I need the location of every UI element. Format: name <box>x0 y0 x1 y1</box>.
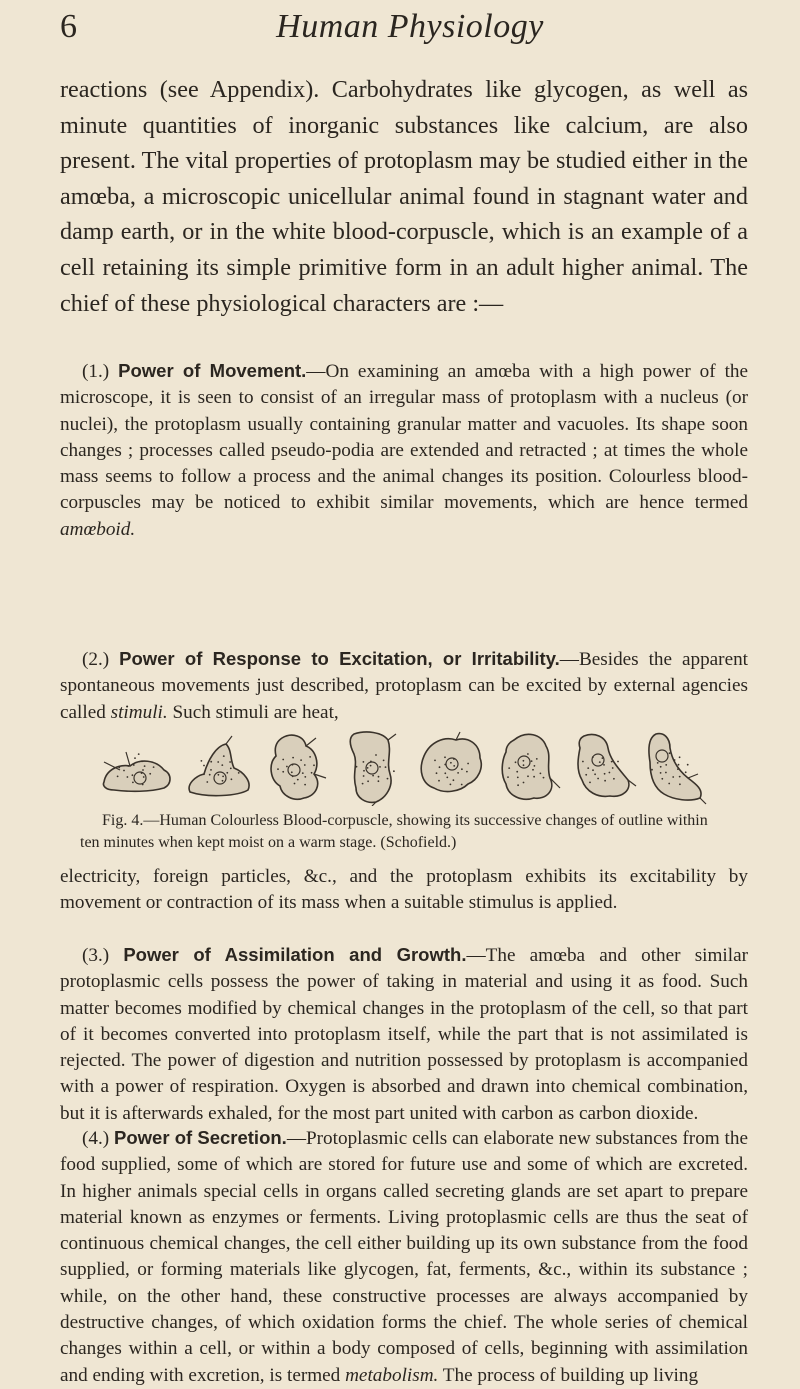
granule-dot <box>375 754 377 756</box>
page-number: 6 <box>60 8 77 45</box>
granule-dot <box>304 784 306 786</box>
granule-dot <box>203 765 205 767</box>
granule-dot <box>231 778 233 780</box>
granule-dot <box>669 752 671 754</box>
section-number: (2.) <box>82 649 110 670</box>
granule-dot <box>300 759 302 761</box>
section-number: (1.) <box>82 361 110 382</box>
granule-dot <box>311 772 313 774</box>
granule-dot <box>282 759 284 761</box>
section-body: —The amœba and other similar protoplasmic cells possess the power of taking in material and using it as food. Such matter becomes modified by chemical changes in the protoplasm of the cell, so that part of it becomes converted into protoplasm itself, while the part that is not assimilated is rejected. The power of digestion and nutrition possessed by protoplasm is accompanied with a power of respiration. Oxygen is absorbed and drawn into chemical combination, but it is afterwards exhaled, for the most part united with carbon as carbon dioxide. <box>60 945 748 1124</box>
section-movement <box>60 358 748 543</box>
granule-dot <box>230 768 232 770</box>
granule-dot <box>609 772 611 774</box>
granule-dot <box>292 764 294 766</box>
granule-dot <box>133 764 135 766</box>
granule-dot <box>118 767 120 769</box>
running-title: Human Physiology <box>276 8 544 45</box>
granule-dot <box>527 775 529 777</box>
granule-dot <box>687 764 689 766</box>
granule-dot <box>379 766 381 768</box>
granule-dot <box>149 773 151 775</box>
granule-dot <box>665 772 667 774</box>
section-assimilation <box>60 942 748 1127</box>
granule-dot <box>221 764 223 766</box>
granule-dot <box>540 773 542 775</box>
granule-dot <box>436 772 438 774</box>
granule-dot <box>304 776 306 778</box>
granule-dot <box>291 771 293 773</box>
granule-dot <box>613 778 615 780</box>
section-number: (4.) <box>82 1128 110 1149</box>
granule-dot <box>141 772 143 774</box>
granule-dot <box>592 769 594 771</box>
granule-dot <box>604 780 606 782</box>
granule-dot <box>277 768 279 770</box>
granule-dot <box>665 764 667 766</box>
corpuscle-stage <box>634 730 708 806</box>
granule-dot <box>363 770 365 772</box>
granule-dot <box>223 755 225 757</box>
granule-dot <box>302 772 304 774</box>
granule-dot <box>668 783 670 785</box>
granule-dot <box>515 761 517 763</box>
section-heading: Power of Secretion. <box>114 1127 287 1148</box>
granule-dot <box>617 761 619 763</box>
granule-dot <box>142 784 144 786</box>
granule-dot <box>672 776 674 778</box>
granule-dot <box>367 767 369 769</box>
granule-dot <box>660 772 662 774</box>
section-tail: The process of building up living <box>438 1364 699 1386</box>
italic-term: metabolism. <box>345 1364 439 1386</box>
section-number: (3.) <box>82 945 110 966</box>
granule-dot <box>383 760 385 762</box>
granule-dot <box>587 767 589 769</box>
granule-dot <box>356 766 358 768</box>
granule-dot <box>127 776 129 778</box>
granule-dot <box>523 760 525 762</box>
section-body: —On examining an amœba with a high power of the microscope, it is seen to consist of an irregular mass of protoplasm with a nucleus (or nuclei), the protoplasm usually containing granular matter and vacuoles. Its shape soon changes ; processes called pseudo-podia are extended and retracted ; at times the whole mass seems to follow a process and the animal changes its position. Colourless blood-corpuscles may be noticed to exhibit similar movements, which are hence termed <box>60 361 749 514</box>
lead-paragraph: reactions (see Appendix). Carbohydrates like glycogen, as well as minute quantities of inorganic substances like calcium, are also present. The vital properties of protoplasm may be studied either in the amœba, a microscopic unicellular animal found in stagnant water and damp earth, or in the white blood-corpuscle, which is an example of a cell retaining its simple primitive form in an adult higher animal. The chief of these physiological characters are :— <box>60 76 748 317</box>
granule-dot <box>660 766 662 768</box>
granule-dot <box>294 783 296 785</box>
granule-dot <box>123 770 125 772</box>
granule-dot <box>534 765 536 767</box>
granule-dot <box>222 776 224 778</box>
granule-dot <box>203 773 205 775</box>
granule-dot <box>589 782 591 784</box>
figure-caption-text: —Human Colourless Blood-corpuscle, showing its successive changes of outline within ten minutes when kept moist on a warm stage. (Schofield.) <box>80 812 708 851</box>
granule-dot <box>210 769 212 771</box>
granule-dot <box>585 774 587 776</box>
granule-dot <box>292 775 294 777</box>
granule-dot <box>201 760 203 762</box>
granule-dot <box>141 760 143 762</box>
granule-dot <box>362 783 364 785</box>
granule-dot <box>516 771 518 773</box>
granule-dot <box>438 780 440 782</box>
granule-dot <box>592 756 594 758</box>
page-header <box>60 8 760 48</box>
granule-dot <box>142 769 144 771</box>
granule-dot <box>117 776 119 778</box>
granule-dot <box>582 761 584 763</box>
granule-dot <box>286 766 288 768</box>
granule-dot <box>370 765 372 767</box>
granule-dot <box>679 783 681 785</box>
granule-dot <box>144 765 146 767</box>
granule-dot <box>661 778 663 780</box>
granule-dot <box>457 772 459 774</box>
figure-label: Fig. 4. <box>102 812 144 829</box>
granule-dot <box>599 761 601 763</box>
granule-dot <box>217 761 219 763</box>
granule-dot <box>453 779 455 781</box>
corpuscle-stage <box>490 730 564 806</box>
section-body: —Protoplasmic cells can elaborate new substances from the food supplied, some of which are stored for future use and some of which are excreted. In higher animals special cells in organs called secreting glands are set apart to prepare material known as enzymes or ferments. Living protoplasmic cells are thus the seat of continuous chemical changes, the cell either building up its own substance from the food supplied, or forming materials like glycogen, fat, ferments, &c., within its substance ; while, on the other hand, these constructive processes are always accompanied by destructive changes, of which oxidation forms the chief. The whole series of chemical changes within a cell, or within a body composed of cells, beginning with assimilation and ending with excretion, is termed <box>60 1128 748 1386</box>
granule-dot <box>143 776 145 778</box>
granule-dot <box>292 757 294 759</box>
corpuscle-stage <box>182 730 256 806</box>
granule-dot <box>132 782 134 784</box>
granule-dot <box>127 765 129 767</box>
granule-dot <box>378 776 380 778</box>
granule-dot <box>446 777 448 779</box>
section-heading: Power of Response to Excitation, or Irritability. <box>119 648 560 669</box>
granule-dot <box>450 784 452 786</box>
continued-paragraph: electricity, foreign particles, &c., and the protoplasm exhibits its excitability by movement or contraction of its mass when a suitable stimulus is applied. <box>60 866 748 914</box>
section-heading: Power of Movement. <box>118 360 307 381</box>
granule-dot <box>467 763 469 765</box>
italic-term: amœboid. <box>60 518 136 540</box>
granule-dot <box>602 757 604 759</box>
figure-corpuscle-stages <box>100 730 705 806</box>
granule-dot <box>393 770 395 772</box>
granule-dot <box>297 779 299 781</box>
granule-dot <box>543 777 545 779</box>
granule-dot <box>651 769 653 771</box>
granule-dot <box>385 766 387 768</box>
granule-dot <box>378 780 380 782</box>
granule-dot <box>594 773 596 775</box>
italic-term: stimuli. <box>110 701 168 723</box>
granule-dot <box>210 761 212 763</box>
section-body: —Besides the apparent spontaneous movements just described, protoplasm can be excited by external agencies called <box>60 649 749 723</box>
granule-dot <box>466 771 468 773</box>
granule-dot <box>372 775 374 777</box>
granule-dot <box>132 774 134 776</box>
granule-dot <box>603 764 605 766</box>
granule-dot <box>363 761 365 763</box>
granule-dot <box>679 756 681 758</box>
granule-dot <box>453 765 455 767</box>
granule-dot <box>444 764 446 766</box>
granule-dot <box>536 758 538 760</box>
granule-dot <box>604 773 606 775</box>
granule-dot <box>153 766 155 768</box>
granule-dot <box>209 774 211 776</box>
granule-dot <box>527 753 529 755</box>
granule-dot <box>222 780 224 782</box>
granule-dot <box>229 761 231 763</box>
granule-dot <box>517 777 519 779</box>
corpuscle-stage <box>336 730 410 806</box>
granule-dot <box>309 756 311 758</box>
granule-dot <box>439 766 441 768</box>
section-irritability <box>60 646 748 726</box>
granule-dot <box>138 753 140 755</box>
granule-dot <box>238 772 240 774</box>
granule-dot <box>508 767 510 769</box>
granule-dot <box>533 776 535 778</box>
section-secretion <box>60 1125 748 1389</box>
granule-dot <box>450 762 452 764</box>
granule-dot <box>685 771 687 773</box>
section-heading: Power of Assimilation and Growth. <box>123 944 467 965</box>
corpuscle-stage <box>100 730 174 806</box>
figure-caption <box>80 810 730 854</box>
granule-dot <box>218 774 220 776</box>
granule-dot <box>363 775 365 777</box>
granule-dot <box>226 772 228 774</box>
granule-dot <box>612 767 614 769</box>
granule-dot <box>611 761 613 763</box>
granule-dot <box>657 762 659 764</box>
corpuscle-stage <box>414 730 488 806</box>
granule-dot <box>532 769 534 771</box>
granule-dot <box>679 776 681 778</box>
granule-dot <box>678 764 680 766</box>
corpuscle-stage <box>260 730 334 806</box>
granule-dot <box>523 764 525 766</box>
granule-dot <box>531 760 533 762</box>
granule-dot <box>434 760 436 762</box>
granule-dot <box>313 764 315 766</box>
granule-dot <box>461 768 463 770</box>
section-tail: Such stimuli are heat, <box>167 701 339 723</box>
granule-dot <box>674 759 676 761</box>
granule-dot <box>597 778 599 780</box>
granule-dot <box>453 758 455 760</box>
granule-dot <box>677 768 679 770</box>
granule-dot <box>134 757 136 759</box>
granule-dot <box>367 780 369 782</box>
granule-dot <box>444 772 446 774</box>
granule-dot <box>387 778 389 780</box>
granule-dot <box>304 764 306 766</box>
granule-dot <box>461 784 463 786</box>
granule-dot <box>370 761 372 763</box>
granule-dot <box>444 756 446 758</box>
granule-dot <box>517 784 519 786</box>
granule-dot <box>507 776 509 778</box>
granule-dot <box>282 771 284 773</box>
granule-dot <box>523 782 525 784</box>
granule-dot <box>206 781 208 783</box>
corpuscle-stage <box>564 730 638 806</box>
